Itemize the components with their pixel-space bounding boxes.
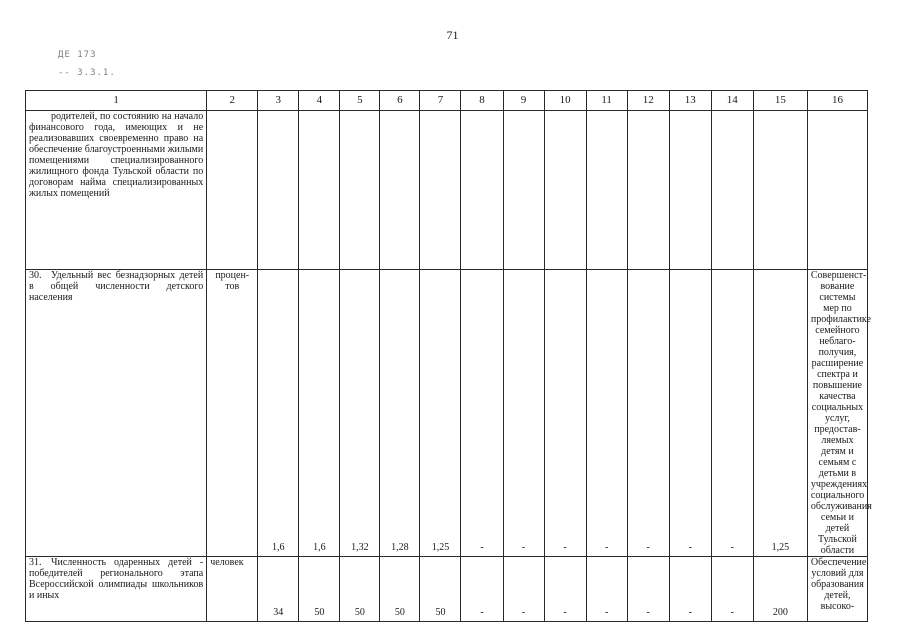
indicator-name-cell [26,557,207,622]
value-cell: 1,32 [340,270,380,557]
value-cell [586,111,627,270]
header-col-12: 12 [627,91,669,111]
value-cell: - [627,270,669,557]
value-cell: 1,25 [753,270,807,557]
value-cell [627,111,669,270]
value-cell: 50 [380,557,420,622]
indicator-name: родителей, по состоянию на начало финансового года, имеющих и не реализовавших своевременно право на обеспечение благоустроенными жилыми помещениями специализированного жилищного фонда Тульской области по договорам найма специализированных жилых помещений [29,111,204,199]
value-cell [503,111,544,270]
value-cell [711,111,753,270]
stamp-line-1: ДЕ 173 [58,50,97,60]
value-cell: - [544,270,586,557]
table-row [26,111,868,270]
archive-stamp [58,46,116,86]
header-col-6: 6 [380,91,420,111]
measure-cell [807,111,867,270]
value-cell: - [586,270,627,557]
value-cell: 1,28 [380,270,420,557]
value-cell: - [669,557,711,622]
header-col-15: 15 [753,91,807,111]
header-col-13: 13 [669,91,711,111]
header-col-7: 7 [420,91,461,111]
value-cell: - [544,557,586,622]
header-col-16: 16 [807,91,867,111]
value-cell: 50 [420,557,461,622]
unit-cell [207,111,258,270]
header-col-11: 11 [586,91,627,111]
header-row [26,91,868,111]
value-cell: 1,25 [420,270,461,557]
header-col-2: 2 [207,91,258,111]
value-cell [258,111,299,270]
value-cell: 1,6 [258,270,299,557]
header-col-5: 5 [340,91,380,111]
measure-cell: Совершенст-вование системы мер по профилактике семейного неблаго-получия, расширение спектра и повышение качества социальных услуг, предостав-ляемых детям и семьям с детьми в учреждениях социального обслуживания семьи и детей Тульской области [807,270,867,557]
page-number: 71 [446,28,459,42]
unit-cell: процен-тов [207,270,258,557]
header-col-8: 8 [461,91,503,111]
value-cell: - [669,270,711,557]
value-cell: 200 [753,557,807,622]
value-cell [669,111,711,270]
value-cell: - [627,557,669,622]
value-cell [299,111,340,270]
value-cell: - [461,557,503,622]
row-number: 31. [29,557,42,568]
value-cell: 50 [340,557,380,622]
value-cell [461,111,503,270]
value-cell: - [711,270,753,557]
value-cell [380,111,420,270]
value-cell [420,111,461,270]
header-col-10: 10 [544,91,586,111]
indicator-name: Численность одаренных детей - победителей регионального этапа Всероссийской олимпиады школьников и иных [29,557,204,601]
stamp-line-2: -- 3.3.1. [58,68,116,78]
value-cell: 50 [299,557,340,622]
indicator-name-cell [26,270,207,557]
indicator-name-cell [26,111,207,270]
value-cell [753,111,807,270]
header-col-1: 1 [26,91,207,111]
row-number: 30. [29,270,42,281]
value-cell [544,111,586,270]
indicators-table [25,90,872,622]
table-row [26,557,868,622]
header-col-9: 9 [503,91,544,111]
measure-cell: Обеспечение условий для образования детей, высоко- [807,557,867,622]
value-cell: - [461,270,503,557]
value-cell: 1,6 [299,270,340,557]
header-col-4: 4 [299,91,340,111]
table-row [26,270,868,557]
value-cell: - [503,557,544,622]
header-col-3: 3 [258,91,299,111]
value-cell: - [503,270,544,557]
unit-cell: человек [207,557,258,622]
value-cell: - [586,557,627,622]
header-col-14: 14 [711,91,753,111]
indicator-name: Удельный вес безнадзорных детей в общей численности детского населения [29,270,204,303]
value-cell: 34 [258,557,299,622]
value-cell: - [711,557,753,622]
value-cell [340,111,380,270]
